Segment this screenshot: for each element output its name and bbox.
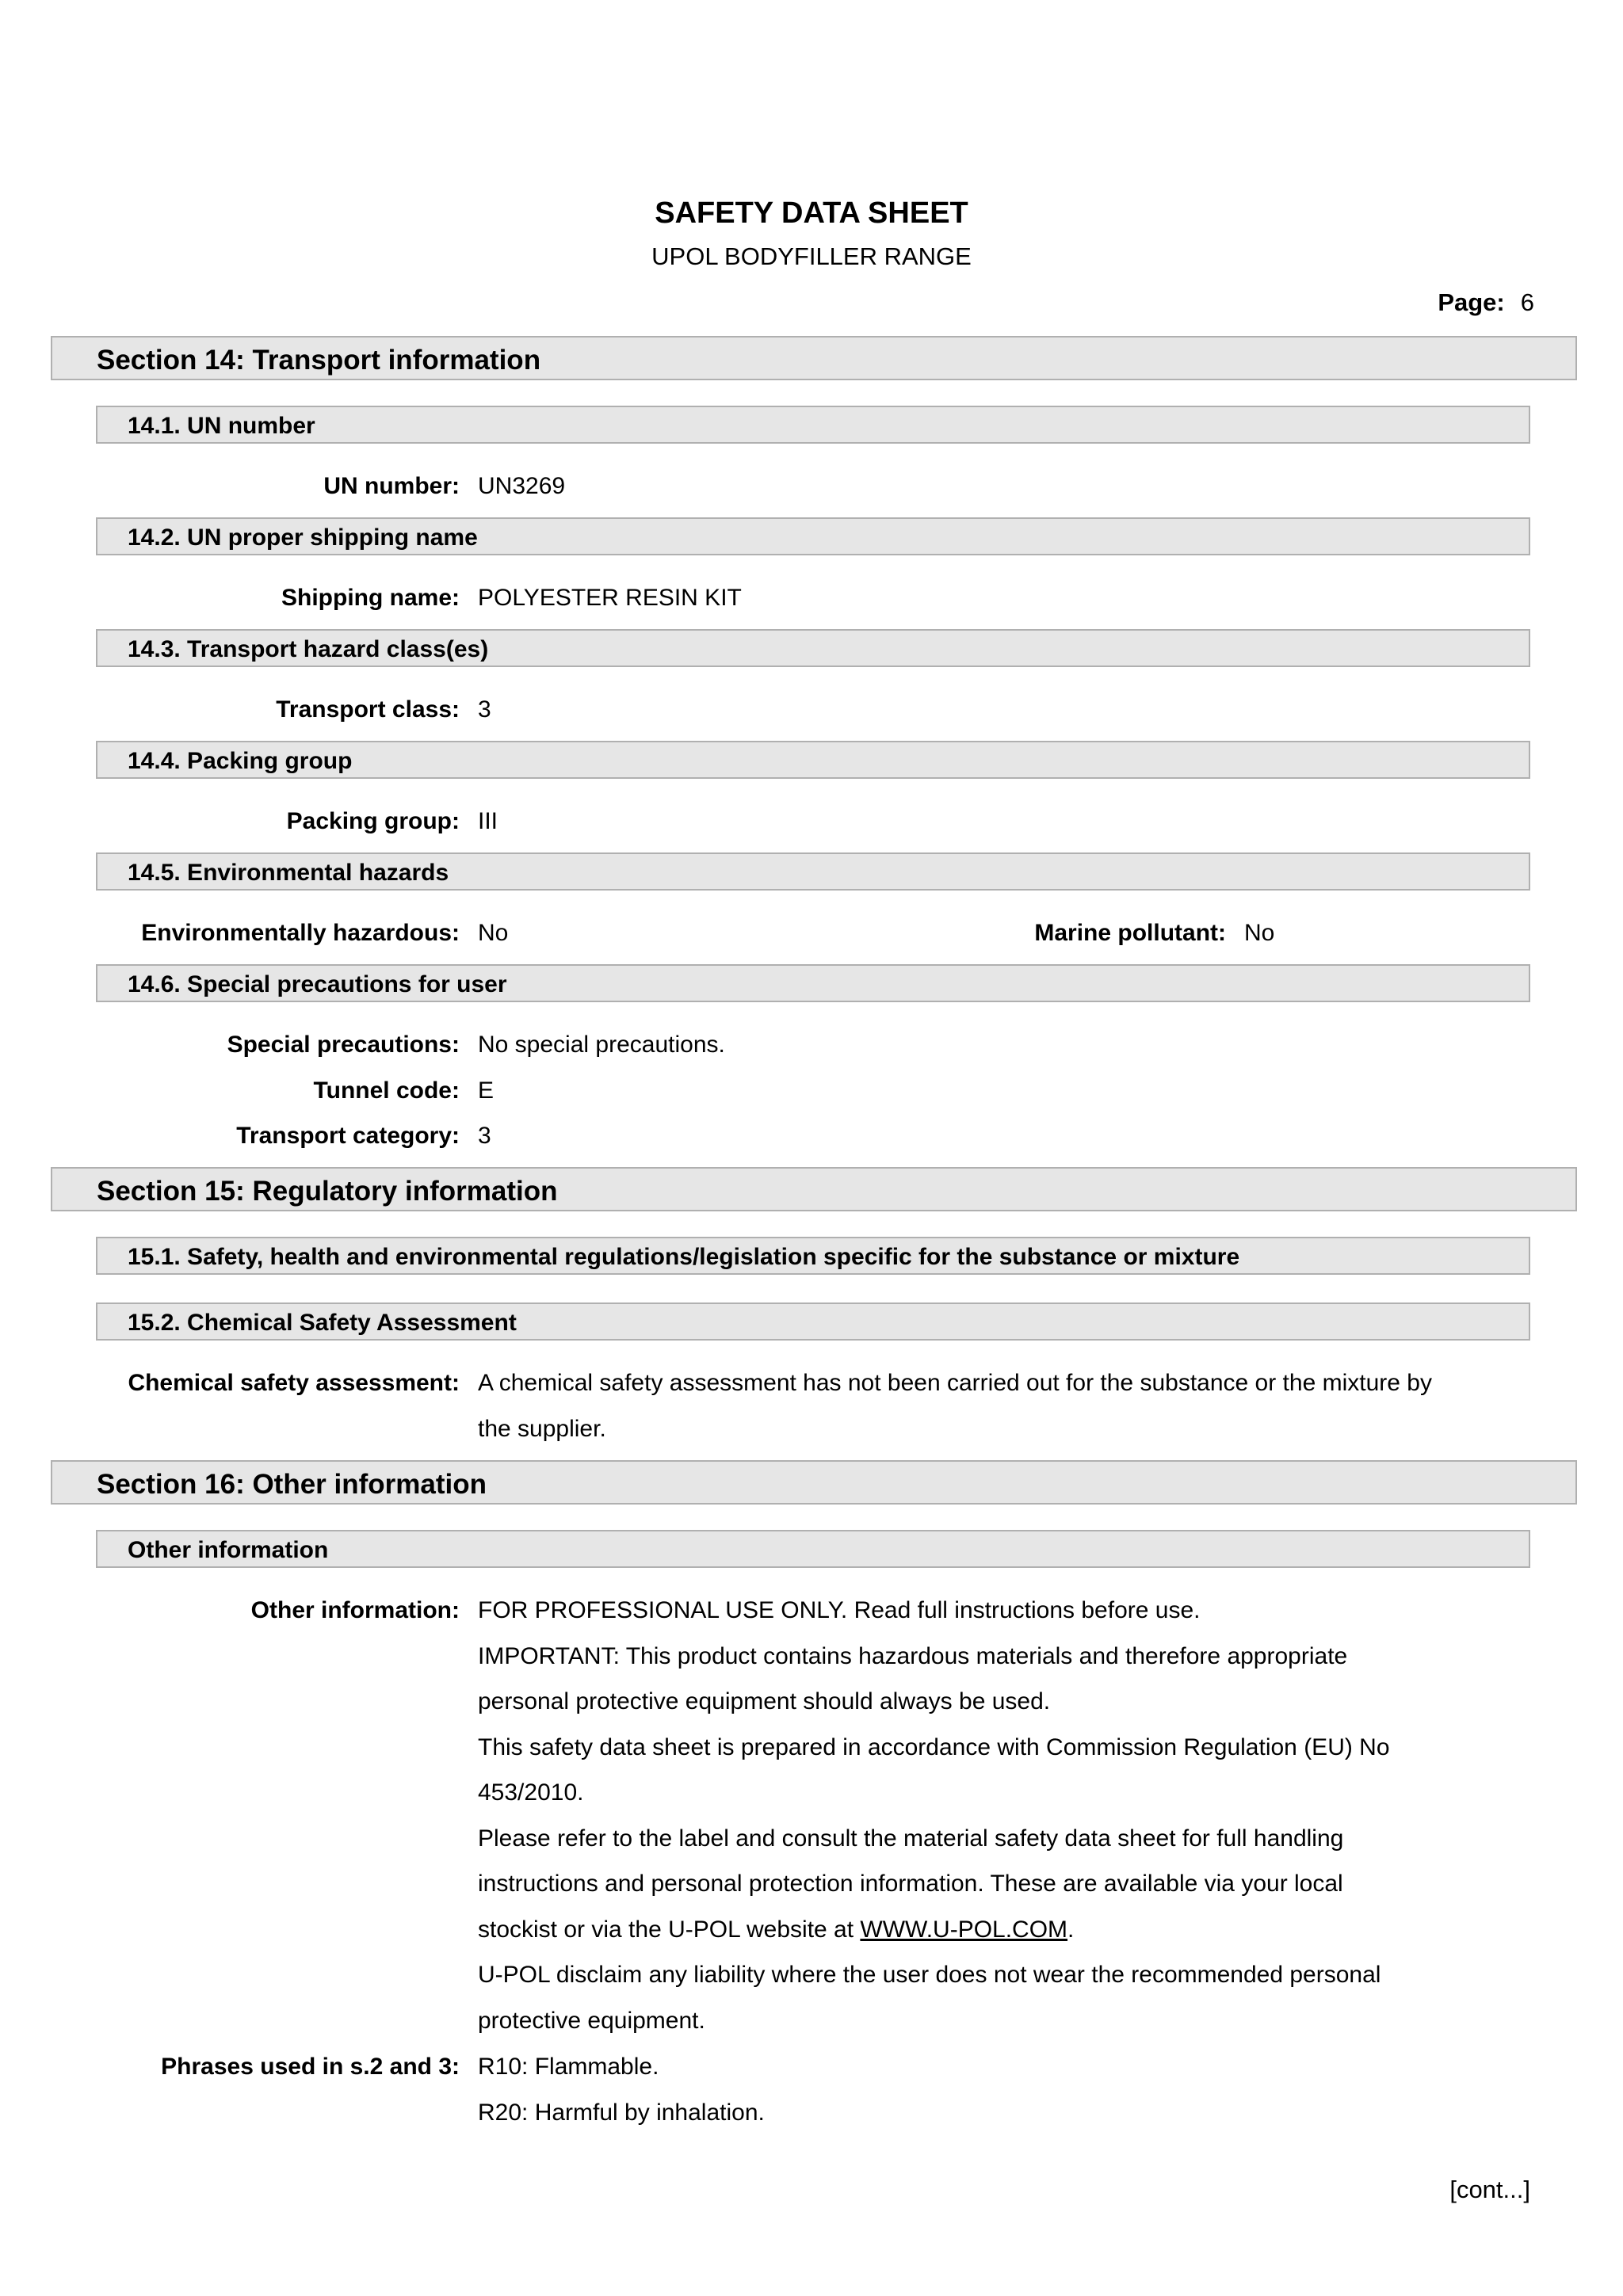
section-14-title: Section 14: Transport information	[97, 345, 541, 376]
subsection-15-1-title: 15.1. Safety, health and environmental regulations/legislation specific for the substance or mixture	[128, 1244, 1240, 1270]
subsection-14-4-title: 14.4. Packing group	[128, 748, 353, 774]
subsection-15-2-header	[96, 1302, 1530, 1341]
website-link[interactable]: WWW.U-POL.COM	[860, 1916, 1068, 1943]
document-subtitle: UPOL BODYFILLER RANGE	[651, 242, 972, 270]
other-info-paragraph: IMPORTANT: This product contains hazardous materials and therefore appropriate personal protective equipment should always be used.	[478, 1642, 1348, 1714]
transport-category-value: 3	[478, 1123, 491, 1149]
transport-class-value: 3	[478, 696, 491, 723]
other-info-text: Please refer to the label and consult the material safety data sheet for full handling instructions and personal protection information. These are available via your local stockist or via the U-POL website at	[478, 1825, 1344, 1943]
subsection-14-3-header	[96, 629, 1530, 667]
subsection-14-5-title: 14.5. Environmental hazards	[128, 860, 449, 886]
subsection-14-4-header	[96, 741, 1530, 779]
tunnel-code-label: Tunnel code:	[313, 1077, 460, 1104]
un-number-label: UN number:	[323, 473, 460, 499]
section-16-header	[51, 1460, 1577, 1505]
page-value: 6	[1520, 288, 1534, 316]
marine-pollutant-value: No	[1244, 920, 1275, 946]
transport-class-label: Transport class:	[276, 696, 460, 723]
continued-marker: [cont...]	[1449, 2176, 1530, 2203]
section-15-header	[51, 1167, 1577, 1211]
subsection-16-other-title: Other information	[128, 1537, 329, 1563]
subsection-14-6-header	[96, 964, 1530, 1002]
subsection-15-1-header	[96, 1237, 1530, 1275]
other-info-paragraph: This safety data sheet is prepared in accordance with Commission Regulation (EU) No 453/2010.	[478, 1733, 1390, 1806]
page-label: Page:	[1438, 288, 1505, 316]
subsection-16-other-header	[96, 1530, 1530, 1568]
section-16-title: Section 16: Other information	[97, 1469, 487, 1500]
section-15-title: Section 15: Regulatory information	[97, 1176, 558, 1207]
env-hazardous-value: No	[478, 920, 509, 946]
chemical-safety-label: Chemical safety assessment:	[128, 1370, 460, 1396]
other-info-paragraph: U-POL disclaim any liability where the user does not wear the recommended personal protective equipment.	[478, 1962, 1381, 2034]
subsection-14-6-title: 14.6. Special precautions for user	[128, 971, 507, 997]
subsection-14-1-title: 14.1. UN number	[128, 413, 315, 439]
page-number	[1438, 288, 1534, 317]
phrases-value	[478, 2044, 1476, 2135]
packing-group-value: III	[478, 808, 498, 834]
other-info-paragraph	[478, 1816, 1421, 1953]
tunnel-code-value: E	[478, 1077, 495, 1104]
shipping-name-value: POLYESTER RESIN KIT	[478, 585, 742, 611]
subsection-14-2-title: 14.2. UN proper shipping name	[128, 524, 478, 551]
other-info-paragraph: FOR PROFESSIONAL USE ONLY. Read full instructions before use.	[478, 1597, 1201, 1623]
phrases-label: Phrases used in s.2 and 3:	[161, 2054, 460, 2080]
other-information-label: Other information:	[250, 1597, 460, 1623]
marine-pollutant-label: Marine pollutant:	[1034, 920, 1226, 946]
subsection-14-1-header	[96, 406, 1530, 444]
phrase-item: R20: Harmful by inhalation.	[478, 2099, 765, 2126]
document-title: SAFETY DATA SHEET	[655, 196, 968, 230]
subsection-14-2-header	[96, 517, 1530, 555]
other-info-text: .	[1067, 1916, 1075, 1943]
special-precautions-value: No special precautions.	[478, 1032, 725, 1058]
chemical-safety-value: A chemical safety assessment has not been carried out for the substance or the mixture by the supplier.	[478, 1370, 1432, 1442]
shipping-name-label: Shipping name:	[281, 585, 460, 611]
subsection-14-5-header	[96, 852, 1530, 891]
un-number-value: UN3269	[478, 473, 566, 499]
packing-group-label: Packing group:	[286, 808, 460, 834]
other-information-value	[478, 1588, 1476, 2043]
phrase-item: R10: Flammable.	[478, 2054, 659, 2080]
transport-category-label: Transport category:	[236, 1123, 460, 1149]
env-hazardous-label: Environmentally hazardous:	[141, 920, 460, 946]
subsection-15-2-title: 15.2. Chemical Safety Assessment	[128, 1310, 517, 1336]
special-precautions-label: Special precautions:	[227, 1032, 460, 1058]
subsection-14-3-title: 14.3. Transport hazard class(es)	[128, 636, 489, 662]
section-14-header	[51, 336, 1577, 380]
